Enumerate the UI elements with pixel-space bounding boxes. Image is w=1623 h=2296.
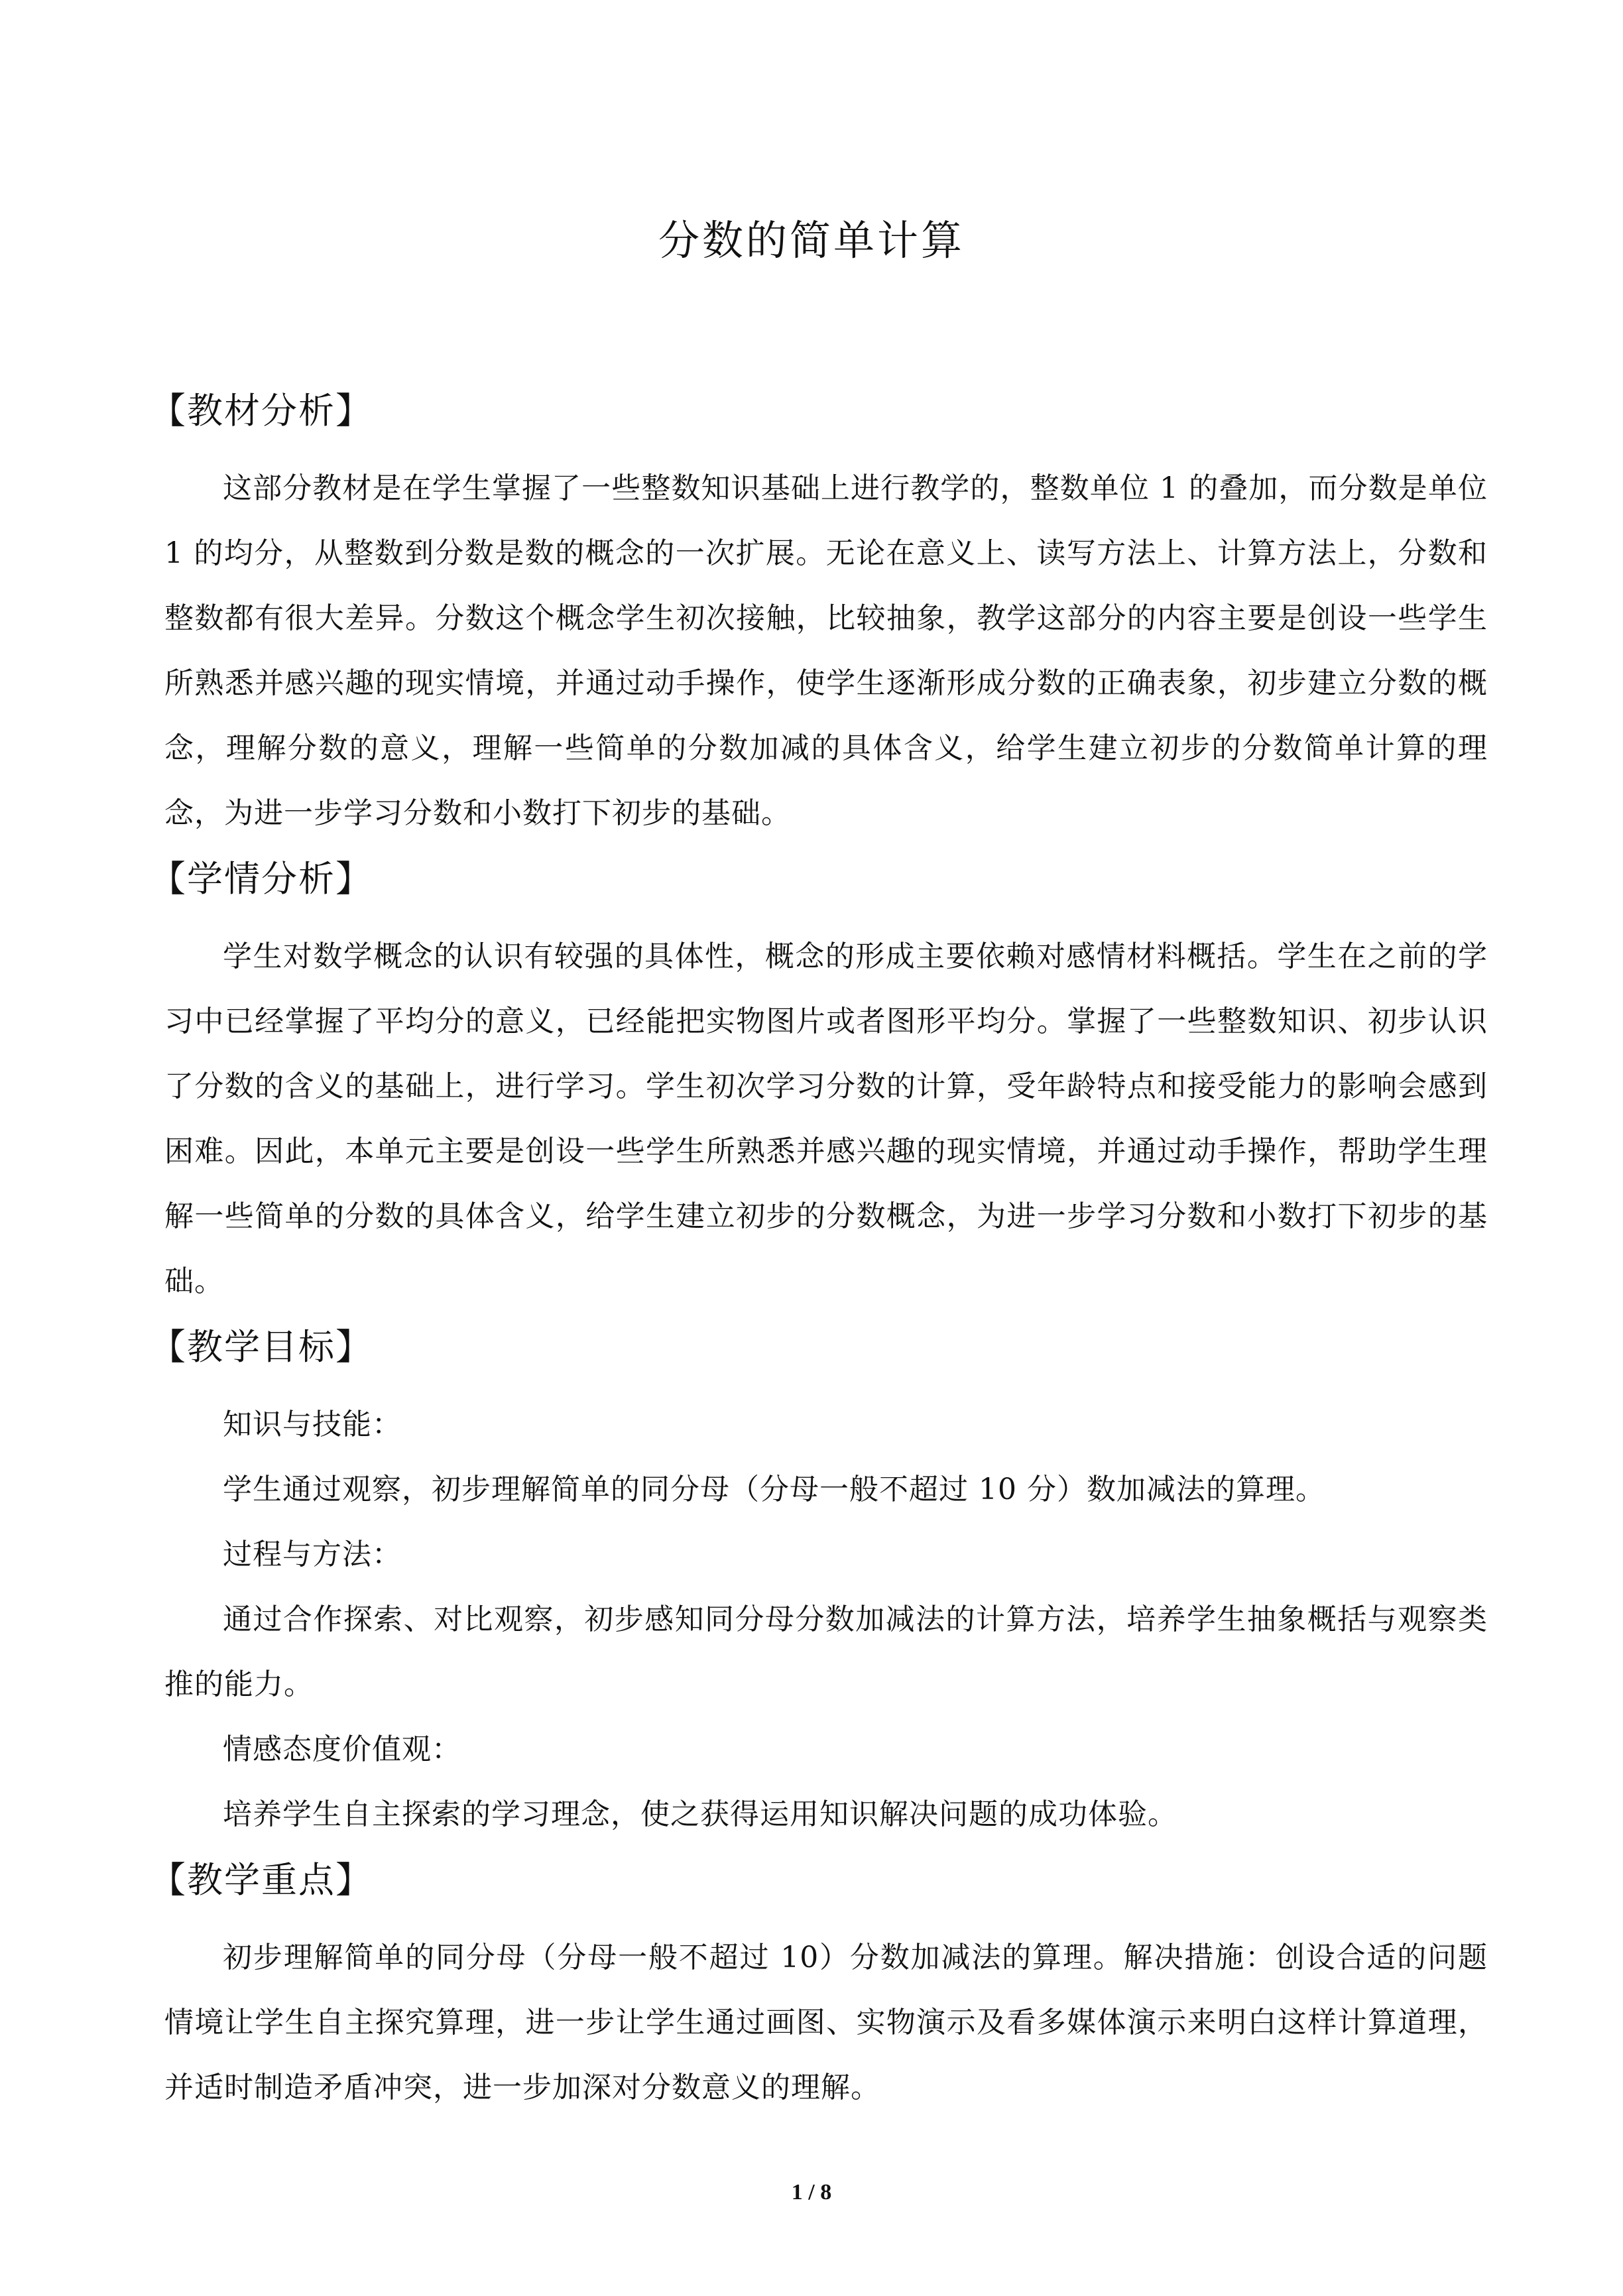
page-number: 1 / 8 <box>791 2180 832 2205</box>
goal-label-knowledge: 知识与技能： <box>223 1408 402 1441</box>
document-body <box>150 378 1488 2120</box>
section-material-analysis <box>150 378 1488 846</box>
section-teaching-goals <box>150 1314 1488 1847</box>
goal-label-process: 过程与方法： <box>223 1538 402 1571</box>
section-heading-key-points: 【教学重点】 <box>150 1859 373 1901</box>
section-heading-teaching-goals: 【教学目标】 <box>150 1326 373 1368</box>
goal-text-emotion: 培养学生自主探索的学习理念，使之获得运用知识解决问题的成功体验。 <box>223 1797 1177 1831</box>
goal-text-knowledge: 学生通过观察，初步理解简单的同分母（分母一般不超过 10 分）数加减法的算理。 <box>223 1473 1325 1506</box>
paragraph-key-points: 初步理解简单的同分母（分母一般不超过 10）分数加减法的算理。解决措施：创设合适的问题情境让学生自主探究算理，进一步让学生通过画图、实物演示及看多媒体演示来明白这样计算道理，并适时制造矛盾冲突，进一步加深对分数意义的理解。 <box>164 1941 1488 2104</box>
goal-text-process: 通过合作探索、对比观察，初步感知同分母分数加减法的计算方法，培养学生抽象概括与观察类推的能力。 <box>164 1602 1488 1701</box>
paragraph-material-analysis: 这部分教材是在学生掌握了一些整数知识基础上进行教学的，整数单位 1 的叠加，而分数是单位 1 的均分，从整数到分数是数的概念的一次扩展。无论在意义上、读写方法上、计算方法上，分数和整数都有很大差异。分数这个概念学生初次接触，比较抽象，教学这部分的内容主要是创设一些学生所熟悉并感兴趣的现实情境，并通过动手操作，使学生逐渐形成分数的正确表象，初步建立分数的概念，理解分数的意义，理解一些简单的分数加减的具体含义，给学生建立初步的分数简单计算的理念，为进一步学习分数和小数打下初步的基础。 <box>164 471 1488 830</box>
section-key-points <box>150 1847 1488 2120</box>
teaching-goals-list <box>164 1392 1488 1847</box>
section-heading-material-analysis: 【教材分析】 <box>150 390 373 432</box>
section-student-analysis <box>150 846 1488 1314</box>
document-title: 分数的简单计算 <box>658 216 965 265</box>
section-heading-student-analysis: 【学情分析】 <box>150 858 373 900</box>
paragraph-student-analysis: 学生对数学概念的认识有较强的具体性，概念的形成主要依赖对感情材料概括。学生在之前的学习中已经掌握了平均分的意义，已经能把实物图片或者图形平均分。掌握了一些整数知识、初步认识了分数的含义的基础上，进行学习。学生初次学习分数的计算，受年龄特点和接受能力的影响会感到困难。因此，本单元主要是创设一些学生所熟悉并感兴趣的现实情境，并通过动手操作，帮助学生理解一些简单的分数的具体含义，给学生建立初步的分数概念，为进一步学习分数和小数打下初步的基础。 <box>164 939 1488 1298</box>
goal-label-emotion: 情感态度价值观： <box>223 1732 461 1766</box>
